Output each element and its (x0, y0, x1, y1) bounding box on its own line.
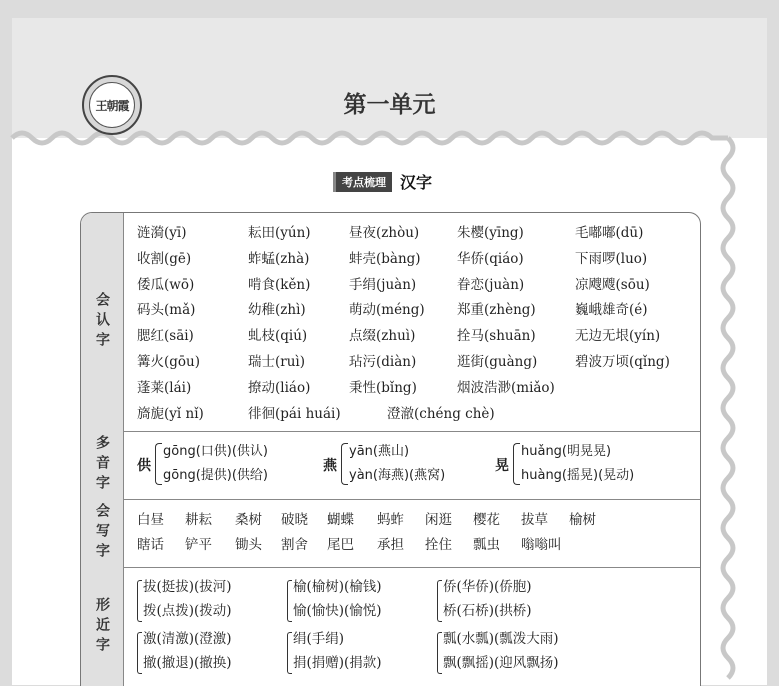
recognize-word: 腮红(sāi) (137, 328, 194, 345)
similar-row (81, 567, 700, 686)
recognize-row (81, 213, 700, 432)
recognize-word: 秉性(bǐng) (349, 379, 417, 396)
writing-row (81, 499, 700, 568)
recognize-word: 撩动(liáo) (248, 379, 311, 396)
recognize-word: 点缀(zhuì) (349, 328, 416, 345)
writing-word: 闲逛 (425, 512, 452, 528)
brace (341, 443, 348, 485)
section-heading (333, 170, 432, 193)
recognize-word: 拴马(shuān) (457, 328, 536, 345)
writing-word: 耕耘 (185, 512, 212, 528)
poly-reading: gōng(口供)(供认) (163, 444, 268, 459)
poly-char: 供 (137, 458, 151, 474)
writing-label: 会写字 (81, 499, 124, 567)
brace (155, 443, 162, 485)
writing-word: 蚂蚱 (377, 512, 404, 528)
writing-word: 锄头 (235, 537, 262, 553)
similar-word: 侨(华侨)(侨胞) (443, 579, 532, 595)
recognize-word: 旖旎(yǐ nǐ) (137, 405, 204, 422)
writing-word: 承担 (377, 537, 404, 553)
brand-logo-text: 王朝霞 (89, 82, 135, 128)
similar-word: 撤(撤退)(撤换) (143, 655, 232, 671)
recognize-word: 无边无垠(yín) (575, 328, 661, 345)
brace (137, 580, 142, 622)
brace (437, 580, 442, 622)
recognize-word: 眷恋(juàn) (457, 276, 525, 293)
recognize-word: 耘田(yún) (248, 225, 311, 241)
recognize-word: 瑞士(ruì) (248, 354, 305, 370)
writing-word: 拴住 (425, 537, 452, 553)
recognize-word: 倭瓜(wō) (137, 276, 195, 293)
recognize-word: 玷污(diàn) (349, 354, 417, 370)
writing-word: 割舍 (281, 537, 308, 553)
brace (287, 632, 292, 674)
similar-word: 桥(石桥)(拱桥) (443, 603, 532, 619)
section-tag: 考点梳理 (333, 172, 392, 192)
similar-word: 飘(飘摇)(迎风飘扬) (443, 655, 559, 671)
poly-reading: yàn(海燕)(燕窝) (349, 468, 446, 483)
brace (137, 632, 142, 674)
recognize-word: 涟漪(yī) (137, 225, 187, 241)
poly-char: 晃 (495, 458, 509, 474)
polyphonic-label: 多音字 (81, 431, 124, 499)
writing-word: 桑树 (235, 512, 262, 528)
recognize-word: 篝火(gōu) (137, 354, 200, 370)
polyphonic-row (81, 431, 700, 500)
recognize-word: 萌动(méng) (349, 302, 425, 319)
recognize-word: 朱樱(yīng) (457, 225, 524, 241)
recognize-word: 蚌壳(bàng) (349, 250, 421, 267)
recognize-word: 巍峨雄奇(é) (575, 302, 648, 319)
writing-word: 铲平 (185, 537, 212, 553)
recognize-word: 毛嘟嘟(dū) (575, 225, 644, 241)
similar-word: 愉(愉快)(愉悦) (293, 603, 382, 619)
recognize-word: 虬枝(qiú) (248, 328, 308, 345)
writing-word: 樱花 (473, 512, 500, 528)
similar-label: 形近字 (81, 567, 124, 686)
writing-word: 蝴蝶 (327, 512, 354, 528)
writing-word: 破晓 (281, 512, 308, 528)
brace (513, 443, 520, 485)
similar-word: 瓢(水瓢)(瓢泼大雨) (443, 631, 559, 647)
recognize-word: 收割(gē) (137, 250, 192, 267)
recognize-label: 会认字 (81, 213, 124, 431)
similar-word: 拔(挺拔)(拔河) (143, 579, 232, 595)
recognize-word: 下雨啰(luo) (575, 250, 648, 267)
section-title: 汉字 (400, 173, 433, 192)
recognize-word: 郑重(zhèng) (457, 302, 536, 319)
poly-reading: huàng(摇晃)(晃动) (521, 468, 635, 483)
writing-word: 尾巴 (327, 537, 354, 553)
writing-word: 瓢虫 (473, 537, 500, 553)
writing-word: 榆树 (569, 512, 596, 528)
recognize-word: 澄澈(chéng chè) (387, 405, 495, 422)
recognize-word: 徘徊(pái huái) (248, 405, 341, 422)
poly-reading: yān(燕山) (349, 444, 410, 459)
recognize-word: 华侨(qiáo) (457, 250, 524, 267)
similar-word: 榆(榆树)(榆钱) (293, 579, 382, 595)
similar-word: 捐(捐赠)(捐款) (293, 655, 382, 671)
poly-reading: huǎng(明晃晃) (521, 444, 612, 459)
recognize-word: 蓬莱(lái) (137, 379, 192, 396)
similar-word: 绢(手绢) (293, 631, 345, 647)
poly-char: 燕 (323, 458, 337, 474)
writing-word: 白昼 (137, 512, 164, 528)
writing-word: 瞎话 (137, 537, 164, 553)
brace (287, 580, 292, 622)
recognize-word: 幼稚(zhì) (248, 302, 306, 319)
recognize-word: 逛街(guàng) (457, 354, 538, 370)
brace (437, 632, 442, 674)
recognize-word: 碧波万顷(qǐng) (575, 354, 670, 370)
recognize-word: 烟波浩渺(miǎo) (457, 379, 555, 396)
recognize-word: 码头(mǎ) (137, 302, 196, 319)
vocab-table (80, 212, 701, 686)
poly-reading: gōng(提供)(供给) (163, 468, 268, 483)
similar-word: 激(清激)(澄激) (143, 631, 232, 647)
writing-word: 嗡嗡叫 (521, 537, 562, 553)
similar-word: 拨(点拨)(拨动) (143, 603, 232, 619)
recognize-word: 蚱蜢(zhà) (248, 250, 310, 267)
recognize-word: 手绢(juàn) (349, 276, 417, 293)
recognize-word: 凉飕飕(sōu) (575, 276, 650, 293)
unit-title: 第一单元 (343, 92, 436, 118)
writing-word: 拔草 (521, 512, 548, 528)
recognize-word: 昼夜(zhòu) (349, 225, 420, 241)
recognize-word: 啃食(kěn) (248, 276, 311, 293)
